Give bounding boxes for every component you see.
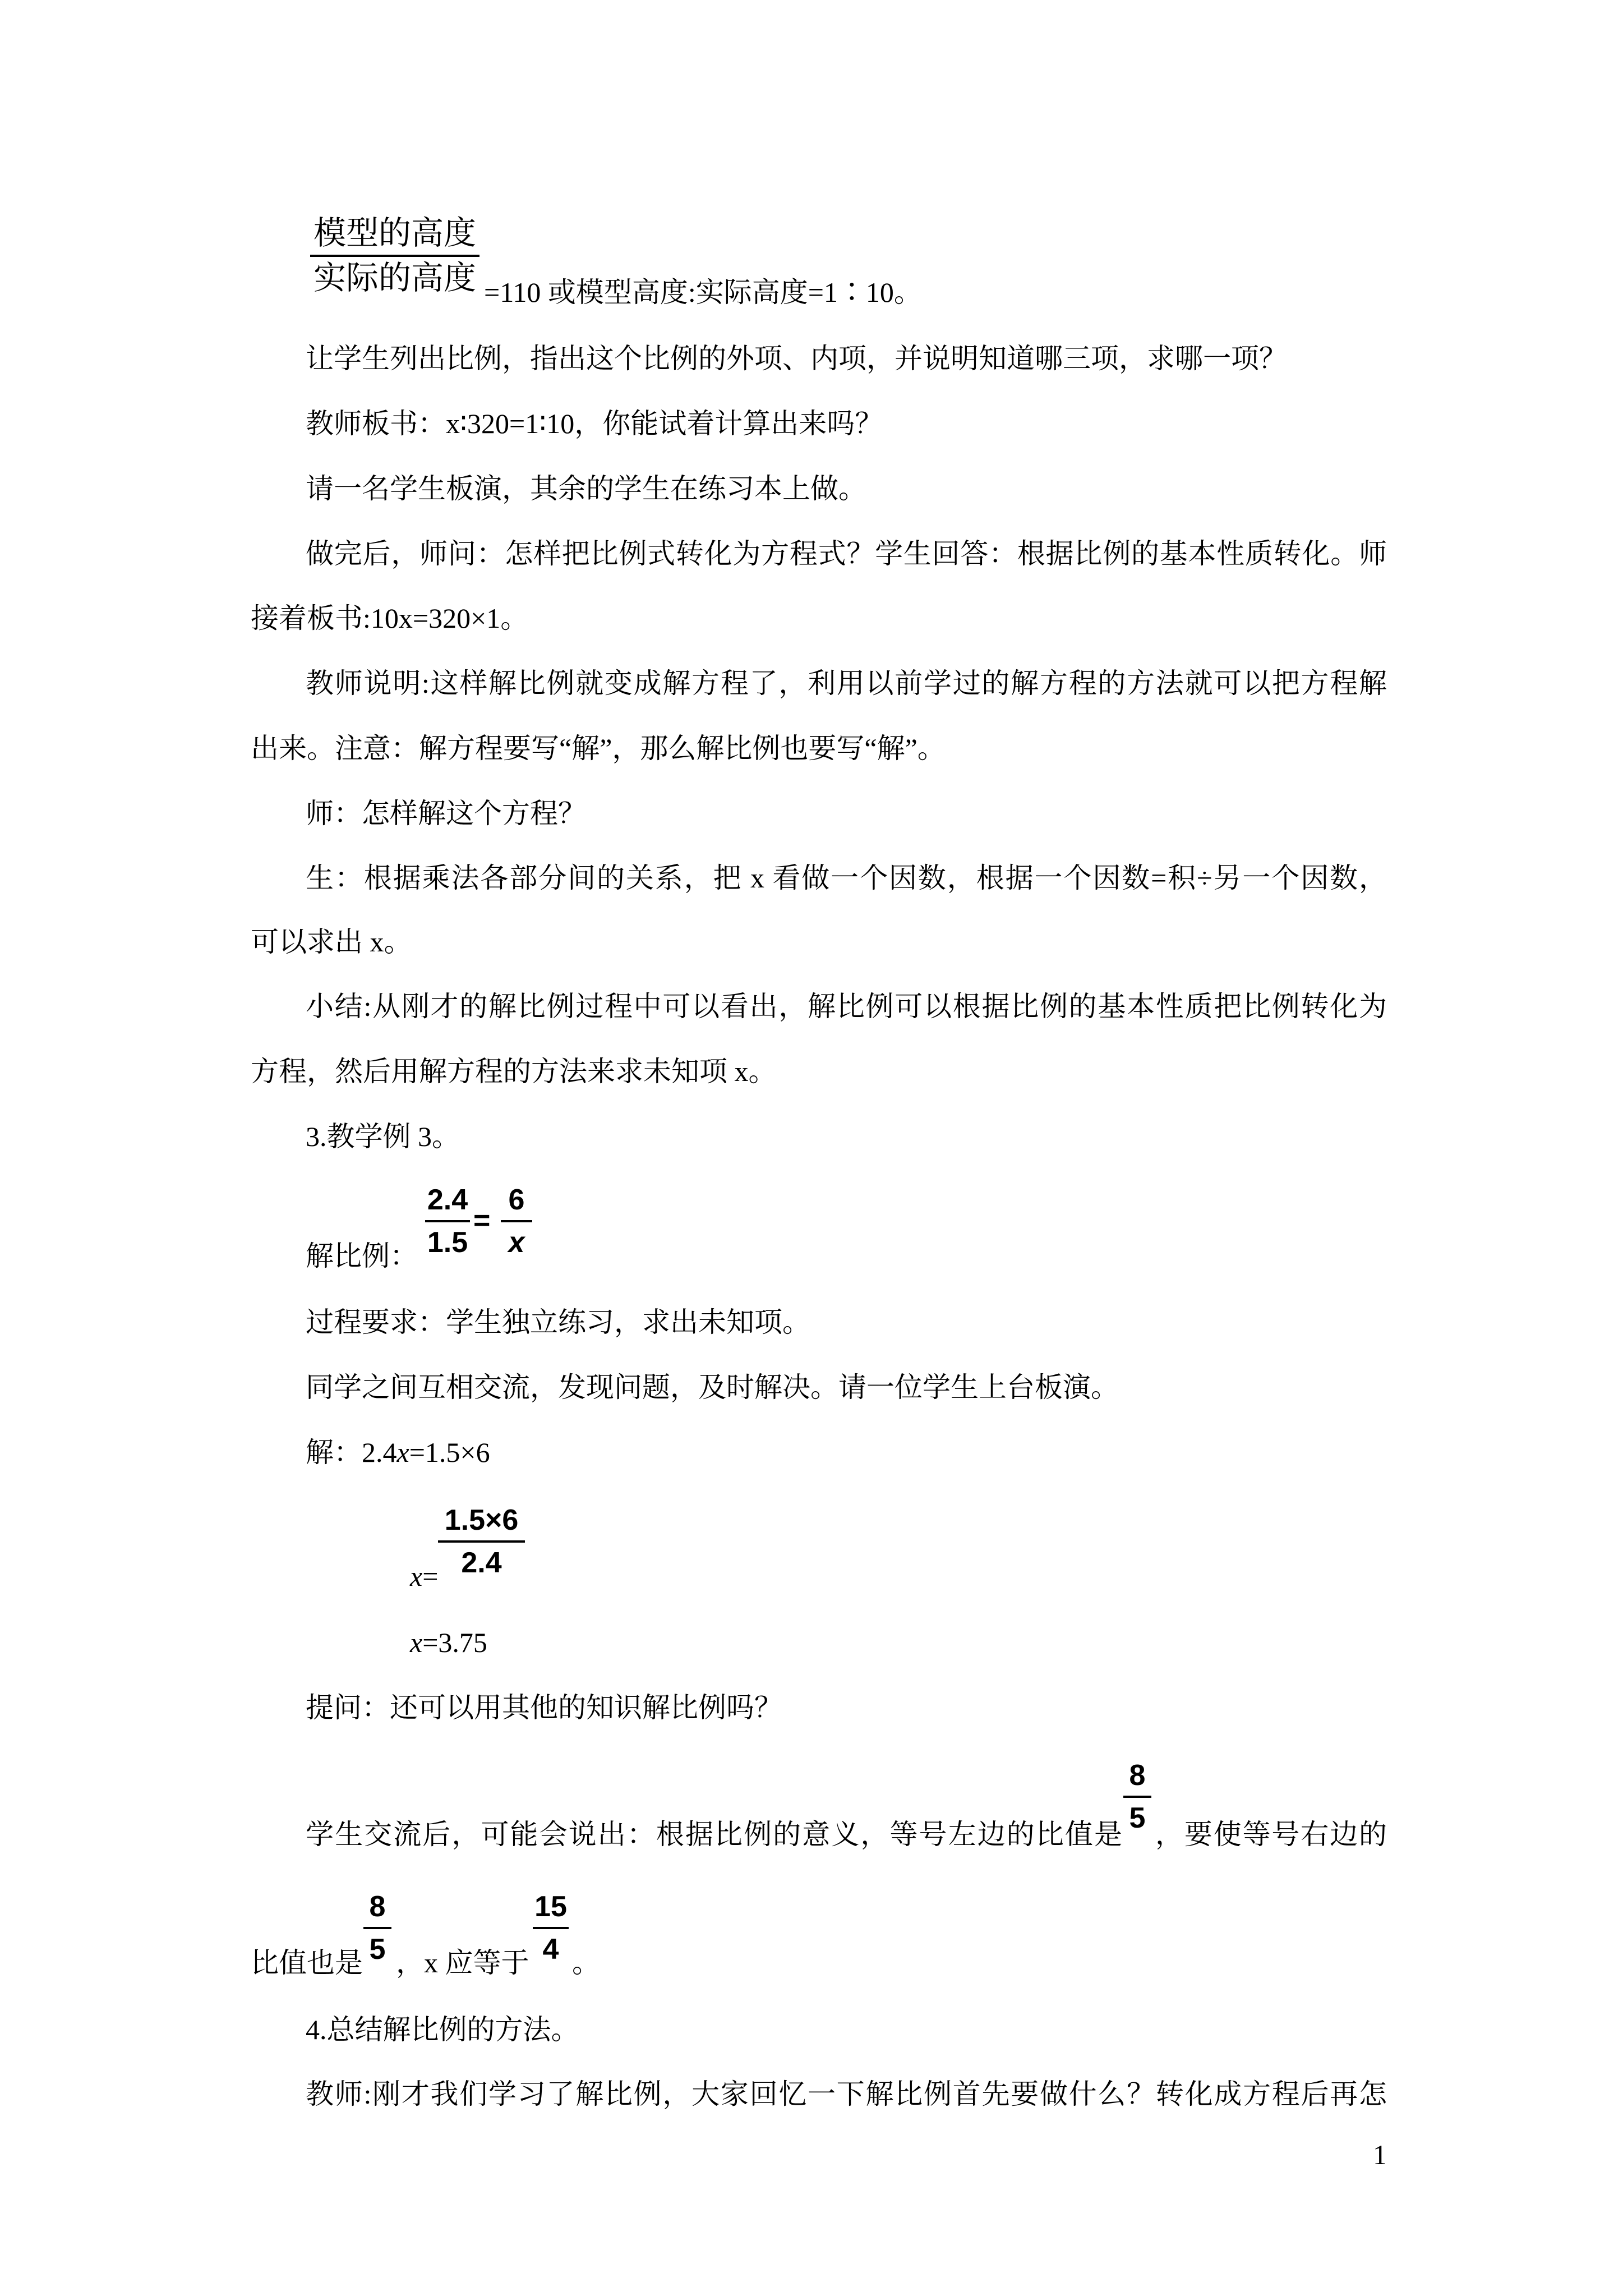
body-line-teacher-review: 教师:刚才我们学习了解比例，大家回忆一下解比例首先要做什么？转化成方程后再怎 — [306, 2078, 1387, 2110]
fraction-numerator: 8 — [369, 1890, 386, 1923]
solution-variable: x — [396, 1437, 409, 1468]
body-line-process-requirement: 过程要求：学生独立练习，求出未知项。 — [306, 1306, 810, 1338]
solution-step-3 — [410, 1610, 487, 1675]
solution-step-1-prefix: 解：2.4 — [306, 1437, 397, 1468]
fraction-denominator: 5 — [369, 1933, 386, 1966]
page-number: 1 — [1373, 2139, 1387, 2170]
fraction-numerator: 1.5×6 — [444, 1504, 519, 1536]
fraction-denominator: 2.4 — [461, 1547, 502, 1579]
answer-line-1-after: ，要使等号右边的 — [1155, 1819, 1387, 1850]
fraction-bar — [438, 1540, 525, 1543]
section-heading-example-3: 3.教学例 3。 — [306, 1121, 460, 1152]
body-line-exchange: 同学之间互相交流，发现问题，及时解决。请一位学生上台板演。 — [306, 1372, 1119, 1403]
body-line-teacher-question: 做完后，师问：怎样把比例式转化为方程式？学生回答：根据比例的基本性质转化。师 — [306, 538, 1387, 569]
fraction-bar — [310, 255, 479, 257]
solution-step-2-equals: = — [422, 1561, 439, 1592]
answer-fraction-15-4 — [533, 1889, 569, 1967]
fraction-numerator: 15 — [534, 1890, 567, 1923]
fraction-numerator: 8 — [1129, 1759, 1146, 1792]
example-label: 解比例： — [306, 1240, 418, 1272]
fraction-bar — [501, 1220, 532, 1222]
body-line-board-writing: 教师板书：x∶320=1∶10，你能试着计算出来吗？ — [306, 408, 883, 439]
fraction-denominator: 实际的高度 — [313, 260, 476, 296]
fraction-bar — [363, 1927, 391, 1929]
solution-step-1 — [306, 1420, 490, 1485]
body-line-student-answer: 生：根据乘法各部分间的关系，把 x 看做一个因数，根据一个因数=积÷另一个因数， — [306, 862, 1387, 894]
fraction-denominator: 5 — [1129, 1802, 1146, 1834]
fraction-bar — [425, 1220, 470, 1222]
answer-line-2-before: 比值也是 — [251, 1947, 363, 1978]
example-right-fraction — [501, 1182, 532, 1260]
section-heading-summary-method: 4.总结解比例的方法。 — [306, 2014, 579, 2045]
intro-ratio-text: =110 或模型高度:实际高度=1∶10。 — [484, 277, 922, 308]
fraction-bar — [533, 1927, 569, 1929]
solution-step-3-rest: =3.75 — [422, 1627, 487, 1658]
body-line-teacher-ask: 师：怎样解这个方程？ — [306, 798, 586, 829]
body-line-list-ratio: 让学生列出比例，指出这个比例的外项、内项，并说明知道哪三项，求哪一项？ — [306, 343, 1287, 374]
body-line-board-equation: 接着板书:10x=320×1。 — [251, 602, 529, 634]
solution-step-2 — [410, 1544, 438, 1609]
body-line-question: 提问：还可以用其他的知识解比例吗？ — [306, 1692, 782, 1723]
answer-line-2-end: 。 — [572, 1947, 600, 1978]
solution-step-1-rest: =1.5×6 — [409, 1437, 490, 1468]
body-line-summary-end: 方程，然后用解方程的方法来求未知项 x。 — [251, 1056, 777, 1087]
body-line-teacher-explain: 教师说明:这样解比例就变成解方程了，利用以前学过的解方程的方法就可以把方程解 — [306, 668, 1387, 699]
example-equals-sign: = — [473, 1204, 491, 1237]
answer-line-1-before: 学生交流后，可能会说出：根据比例的意义，等号左边的比值是 — [306, 1819, 1122, 1850]
body-line-summary: 小结:从刚才的解比例过程中可以看出，解比例可以根据比例的基本性质把比例转化为 — [306, 991, 1387, 1022]
fraction-bar — [1123, 1796, 1151, 1798]
fraction-denominator: x — [508, 1226, 525, 1259]
solution-step-2-fraction — [438, 1502, 525, 1581]
solution-variable: x — [410, 1627, 423, 1658]
answer-line-2-middle: ，x 应等于 — [396, 1947, 529, 1978]
fraction-numerator: 6 — [508, 1184, 525, 1216]
fraction-numerator: 模型的高度 — [313, 215, 476, 251]
answer-fraction-8-5-second — [363, 1889, 391, 1967]
fraction-denominator: 1.5 — [427, 1226, 468, 1259]
body-line-student-demo: 请一名学生板演，其余的学生在练习本上做。 — [306, 473, 866, 504]
body-line-student-answer-end: 可以求出 x。 — [251, 926, 412, 958]
answer-fraction-8-5 — [1123, 1757, 1151, 1836]
body-line-note: 出来。注意：解方程要写“解”，那么解比例也要写“解”。 — [251, 733, 946, 764]
intro-ratio-fraction — [310, 213, 479, 298]
fraction-numerator: 2.4 — [427, 1184, 468, 1216]
solution-variable: x — [410, 1561, 423, 1592]
example-left-fraction — [425, 1182, 470, 1260]
fraction-denominator: 4 — [542, 1933, 559, 1966]
